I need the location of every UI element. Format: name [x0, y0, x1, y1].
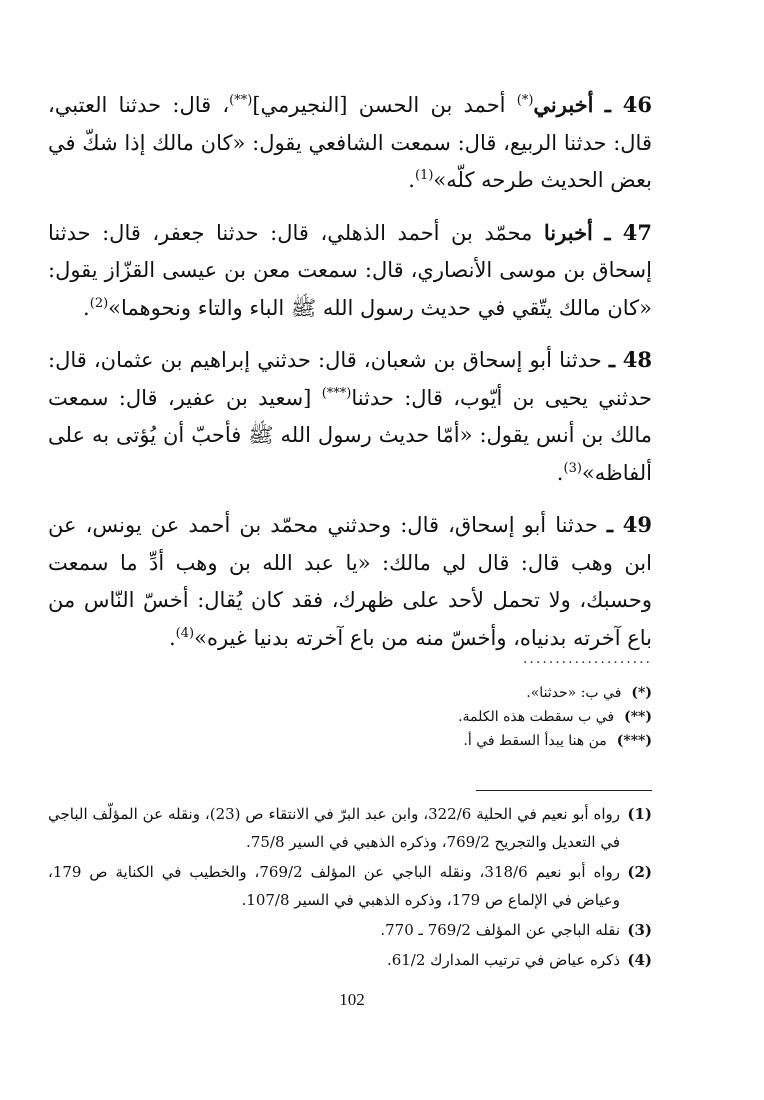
entry-lead: أخبرني	[533, 92, 594, 117]
footnote-text: ذكره عياض في ترتيب المدارك 61/2.	[386, 951, 620, 969]
entry-46	[48, 86, 652, 200]
entry-lead: أخبرنا	[543, 219, 593, 245]
editorial-note	[48, 681, 652, 705]
entry-number: 49 ـ	[606, 512, 652, 537]
editorial-note	[48, 729, 652, 753]
note-marker: (***)	[321, 385, 352, 401]
footnote-ref: (1)	[414, 168, 434, 183]
footnote-text: نقله الباجي عن المؤلف 769/2 ـ 770.	[380, 921, 620, 939]
footnote-number: (2)	[627, 863, 652, 881]
entry-end: .	[556, 460, 564, 485]
entry-end: .	[408, 168, 415, 192]
entry-48	[48, 341, 652, 492]
note-marker: (*)	[516, 93, 534, 108]
note-text: في ب: «حدثنا».	[526, 685, 622, 701]
footnote-text: رواه أبو نعيم 318/6، ونقله الباجي عن المؤلف 769/2، والخطيب في الكناية ص 179، وعياض في الإلماع ص 179، وذكره الذهبي في السير 107/8.	[48, 863, 620, 909]
entry-text: محمّد بن أحمد الذهلي، قال: حدثنا جعفر، قال: حدثنا إسحاق بن موسى الأنصاري، قال: سمعت معن بن عيسى القزّاز يقول: «كان مالك يتّقي في حديث رسول الله ﷺ الباء والتاء ونحوهما»	[48, 220, 652, 320]
footnotes	[48, 800, 652, 976]
footnote-item	[48, 800, 652, 856]
footnote-ref: (3)	[563, 460, 582, 476]
entry-number: 46 ـ	[604, 92, 652, 117]
main-text	[48, 86, 652, 671]
note-mark: (***)	[616, 733, 652, 749]
page-number: 102	[339, 990, 365, 1009]
editorial-notes	[48, 681, 652, 753]
entry-number: 47 ـ	[604, 219, 652, 245]
editorial-note	[48, 705, 652, 729]
notes-separator-dots: ....................	[522, 651, 652, 667]
note-mark: (*)	[631, 685, 652, 701]
footnote-divider	[476, 790, 652, 791]
entry-end: .	[168, 625, 176, 650]
entry-text: أحمد بن الحسن [النجيرمي]	[252, 93, 506, 117]
entry-end: .	[83, 295, 90, 320]
note-text: في ب سقطت هذه الكلمة.	[458, 709, 615, 725]
footnote-item	[48, 946, 652, 974]
note-marker: (**)	[229, 93, 253, 108]
note-mark: (**)	[624, 709, 652, 725]
entry-lead: حدثنا	[555, 513, 598, 537]
entry-text: [سعيد بن عفير، قال: سمعت مالك بن أنس يقول: «أمّا حديث رسول الله ﷺ فأحبّ أن يُؤتى به على ألفاظه»	[48, 385, 652, 485]
entry-text: ، قال: حدثنا العتبي، قال: حدثنا الربيع، قال: سمعت الشافعي يقول: «كان مالك إذا شكّ في بعض الحديث طرحه كلّه»	[48, 93, 652, 192]
entry-49	[48, 506, 652, 657]
footnote-number: (4)	[627, 951, 652, 969]
footnote-ref: (2)	[89, 295, 109, 311]
entry-number: 48 ـ	[608, 347, 652, 372]
footnote-ref: (4)	[175, 625, 195, 641]
footnote-number: (3)	[627, 921, 652, 939]
footnote-item	[48, 916, 652, 944]
footnote-number: (1)	[627, 805, 652, 823]
footnote-text: رواه أبو نعيم في الحلية 322/6، وابن عبد البرّ في الانتقاء ص (23)، ونقله عن المؤلّف الباجي في التعديل والتجريح 769/2، وذكره الذهبي في السير 75/8.	[48, 805, 620, 851]
footnote-item	[48, 858, 652, 914]
entry-lead: حدثنا	[559, 348, 602, 372]
entry-text: أبو إسحاق بن شعبان، قال: حدثني إبراهيم بن عثمان، قال: حدثني يحيى بن أيّوب، قال: حدثنا	[48, 348, 652, 410]
note-text: من هنا يبدأ السقط في أ.	[463, 733, 607, 749]
entry-47	[48, 214, 652, 328]
entry-text: أبو إسحاق، قال: وحدثني محمّد بن أحمد عن يونس، عن ابن وهب قال: قال لي مالك: «يا عبد الله بن وهب أدِّ ما سمعت وحسبك، ولا تحمل لأحد على ظهرك، فقد كان يُقال: أخسّ النّاس من باع آخرته بدنياه، وأخسّ منه من باع آخرته بدنيا غيره»	[48, 513, 652, 650]
